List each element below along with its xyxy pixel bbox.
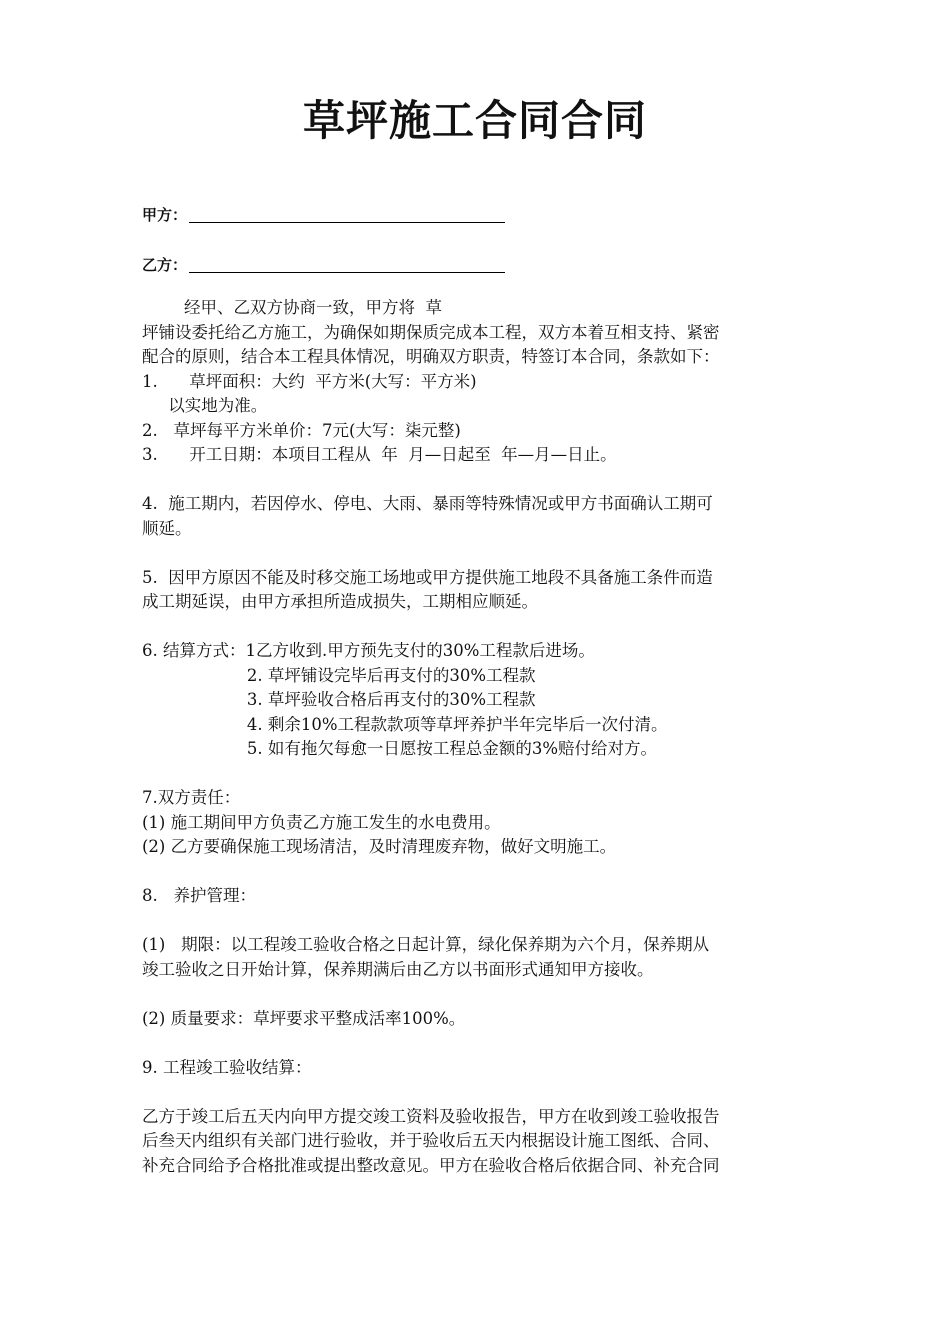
clause-8-item-1-line-1: (1) 期限：以工程竣工验收合格之日起计算，绿化保养期为六个月，保养期从: [142, 935, 710, 954]
clause-7: 7.双方责任：: [142, 788, 241, 807]
clause-6-item-4: 4. 剩余10%工程款款项等草坪养护半年完毕后一次付清。: [142, 714, 668, 734]
clause-2: 2. 草坪每平方米单价：7元(大写：柒元整): [142, 420, 461, 440]
clause-6-item-2: 2. 草坪铺设完毕后再支付的30%工程款: [142, 665, 536, 685]
clause-8-item-1-line-2: 竣工验收之日开始计算，保养期满后由乙方以书面形式通知甲方接收。: [142, 959, 654, 979]
party-b-blank: [189, 256, 505, 273]
intro-line-3: 配合的原则，结合本工程具体情况，明确双方职责，特签订本合同，条款如下：: [142, 347, 720, 366]
document-title: 草坪施工合同合同: [302, 96, 647, 145]
clause-4-line-1: 4. 施工期内，若因停水、停电、大雨、暴雨等特殊情况或甲方书面确认工期可: [142, 494, 713, 513]
clause-8: 8. 养护管理：: [142, 886, 256, 905]
clause-9-line-3: 补充合同给予合格批准或提出整改意见。甲方在验收合格后依据合同、补充合同: [142, 1155, 720, 1175]
clause-5-line-2: 成工期延误，由甲方承担所造成损失，工期相应顺延。: [142, 592, 538, 611]
clause-4-line-2: 顺延。: [142, 518, 192, 538]
party-a-label: 甲方：: [142, 206, 188, 224]
intro-line-1: 经甲、乙双方协商一致，甲方将 草: [142, 298, 442, 317]
spacer: [142, 762, 814, 787]
spacer: [142, 860, 814, 885]
party-a-blank: [189, 206, 505, 223]
intro-line-2: 坪铺设委托给乙方施工，为确保如期保质完成本工程，双方本着互相支持、紧密: [142, 322, 720, 342]
party-b-label: 乙方：: [142, 256, 188, 274]
clause-6-item-3: 3. 草坪验收合格后再支付的30%工程款: [142, 690, 536, 709]
spacer: [142, 615, 814, 640]
party-a-row: [142, 204, 505, 225]
clause-9-line-1: 乙方于竣工后五天内向甲方提交竣工资料及验收报告，甲方在收到竣工验收报告: [142, 1106, 720, 1126]
spacer: [142, 541, 814, 566]
spacer: [142, 982, 814, 1007]
spacer: [142, 1031, 814, 1056]
clause-7-item-2: (2) 乙方要确保施工现场清洁，及时清理废弃物，做好文明施工。: [142, 837, 617, 856]
spacer: [142, 909, 814, 934]
clause-3: 3. 开工日期：本项目工程从 年 月—日起至 年—月—日止。: [142, 445, 617, 464]
clause-6: 6. 结算方式：1乙方收到.甲方预先支付的30%工程款后进场。: [142, 641, 595, 660]
clause-9-line-2: 后叁天内组织有关部门进行验收，并于验收后五天内根据设计施工图纸、合同、: [142, 1131, 720, 1150]
clause-8-item-2: (2) 质量要求：草坪要求平整成活率100%。: [142, 1008, 466, 1028]
spacer: [142, 1080, 814, 1105]
clause-9: 9. 工程竣工验收结算：: [142, 1057, 312, 1077]
clause-1: 1. 草坪面积：大约 平方米(大写：平方米): [142, 371, 477, 391]
clause-1-note: 以实地为准。: [142, 396, 268, 415]
clause-7-item-1: (1) 施工期间甲方负责乙方施工发生的水电费用。: [142, 812, 501, 832]
contract-body: [142, 296, 814, 1178]
party-b-row: [142, 254, 505, 275]
clause-6-item-5: 5. 如有拖欠每愈一日愿按工程总金额的3%赔付给对方。: [142, 739, 658, 758]
spacer: [142, 468, 814, 493]
clause-5-line-1: 5. 因甲方原因不能及时移交施工场地或甲方提供施工地段不具备施工条件而造: [142, 567, 713, 587]
